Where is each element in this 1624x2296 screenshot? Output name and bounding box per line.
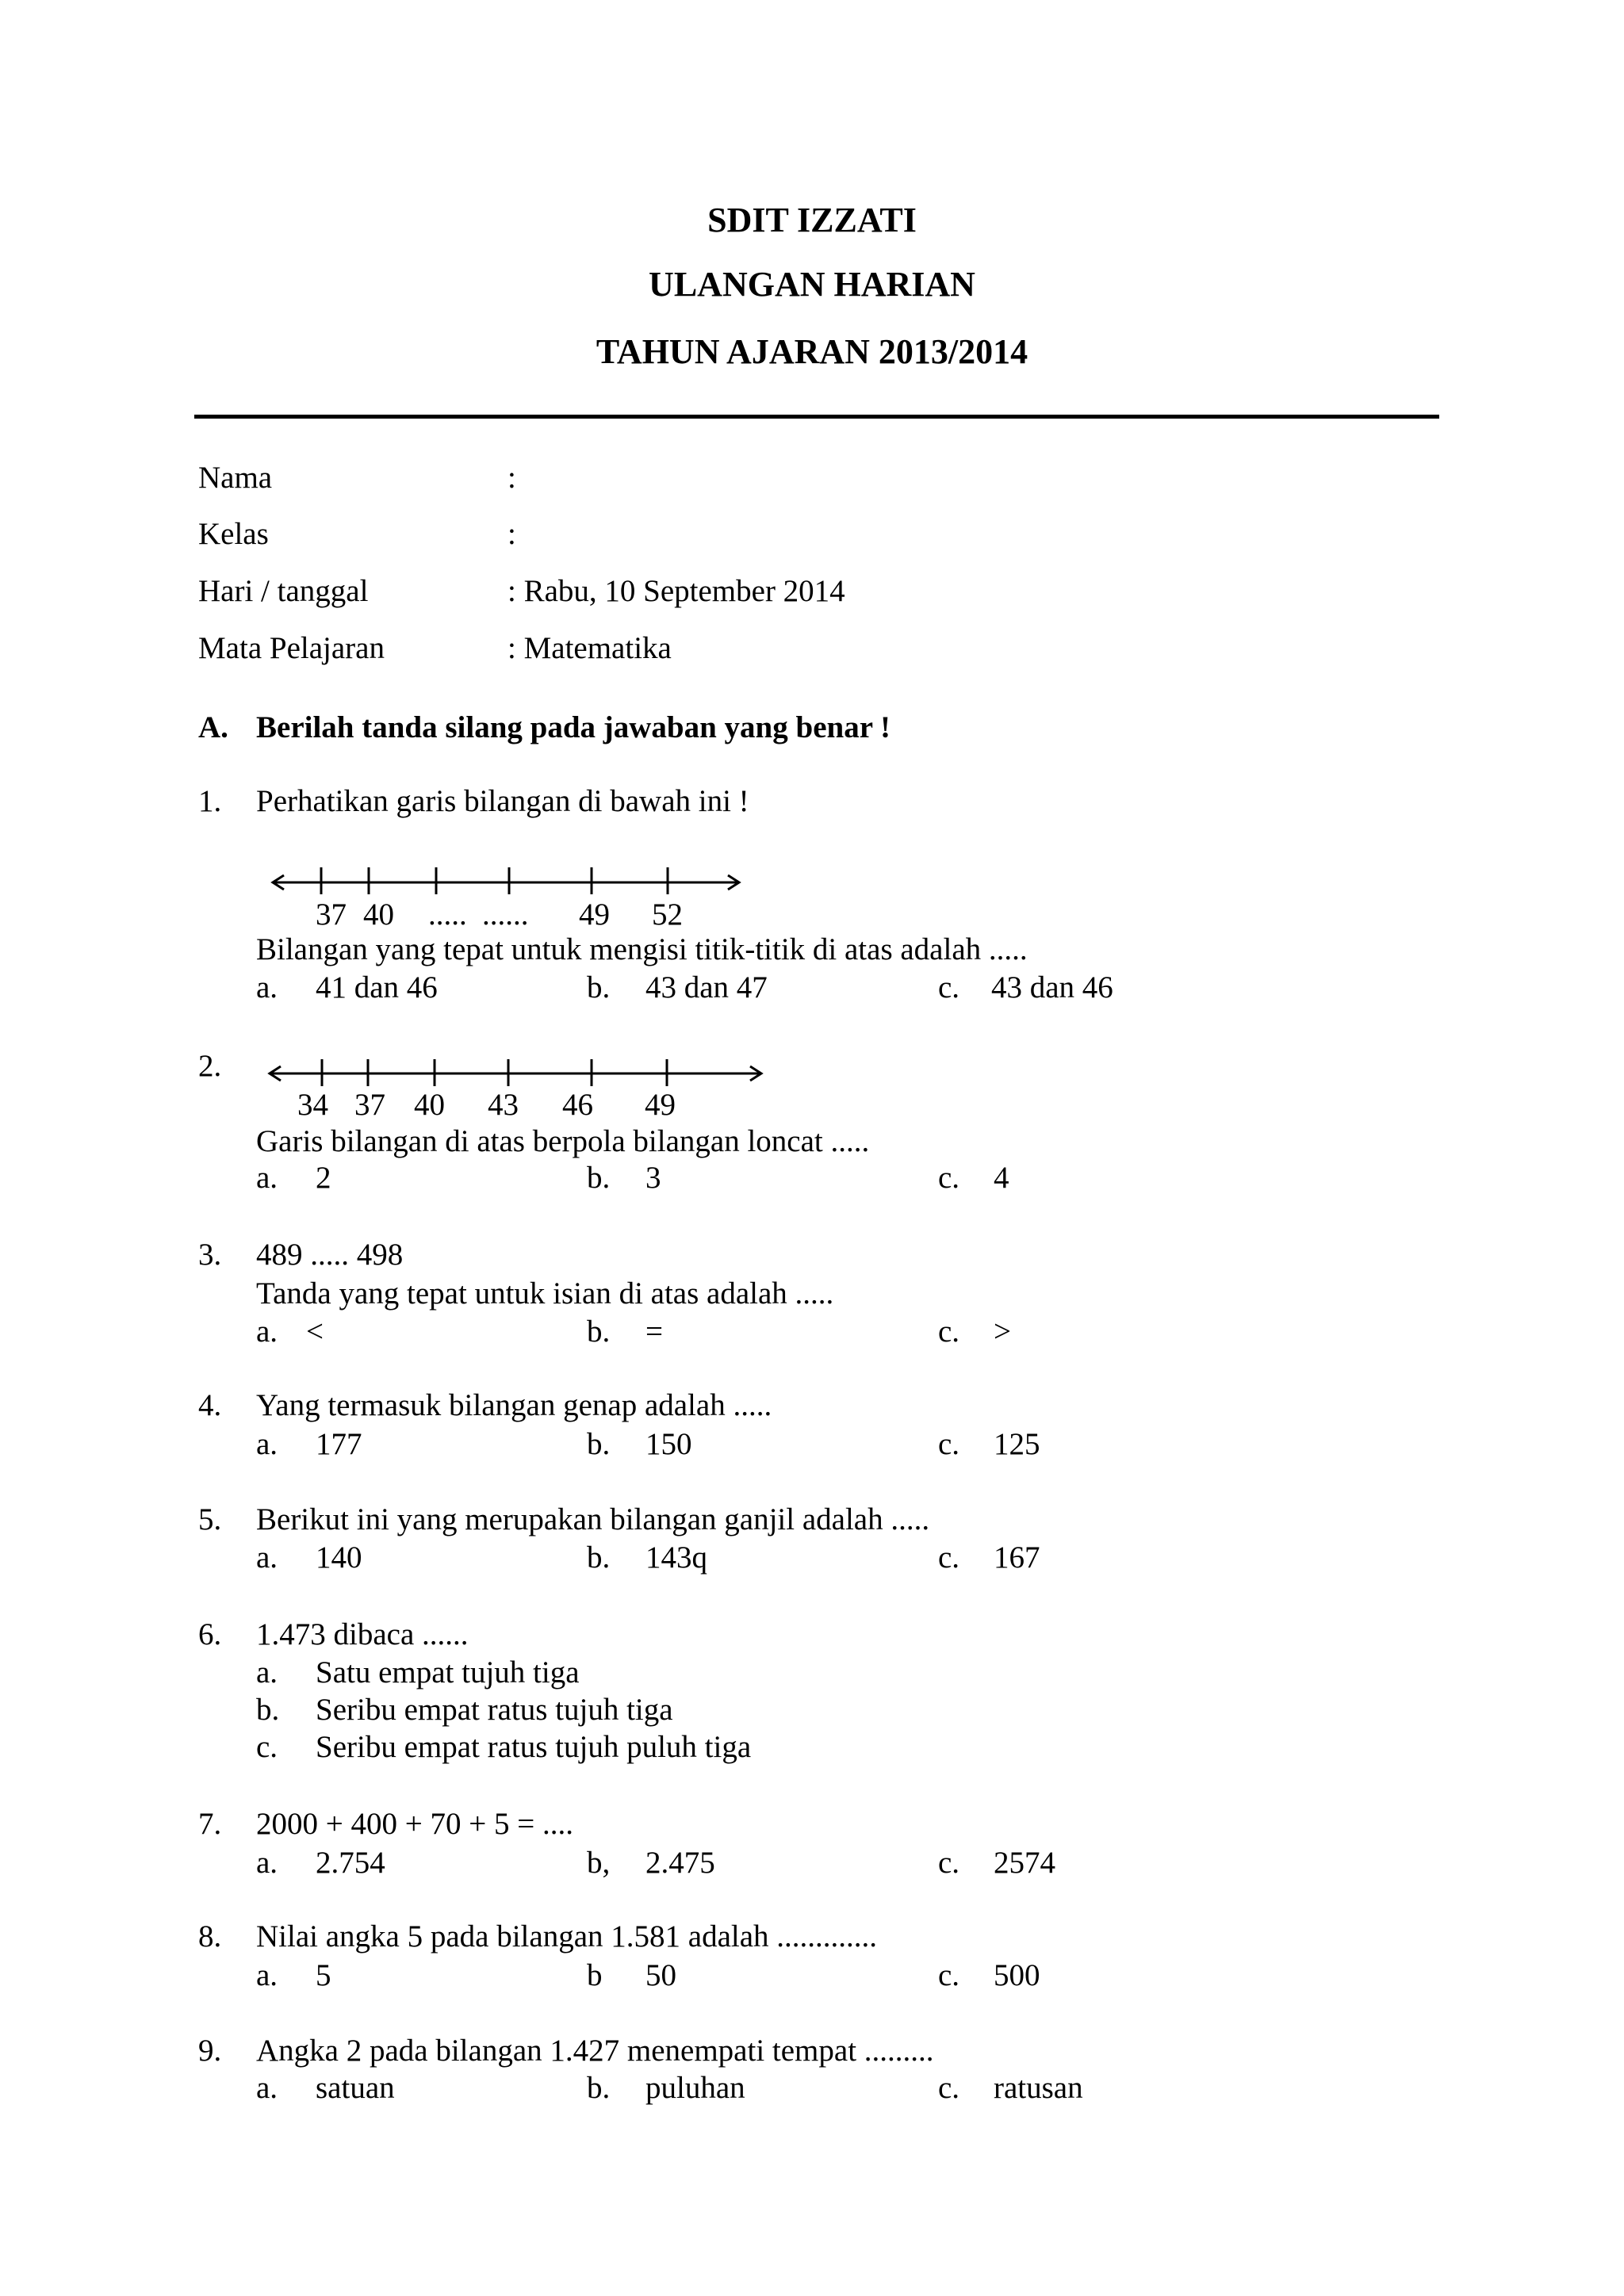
option-text: Seribu empat ratus tujuh puluh tiga xyxy=(316,1730,752,1764)
question-number: 8. xyxy=(198,1919,222,1954)
question-text: Garis bilangan di atas berpola bilangan loncat ..... xyxy=(256,1124,870,1158)
number-line-label: 43 xyxy=(488,1088,519,1122)
option-letter: b. xyxy=(256,1693,280,1727)
option-text: 177 xyxy=(316,1427,362,1461)
option-text: ratusan xyxy=(994,2071,1083,2105)
option-text: = xyxy=(645,1314,663,1349)
number-line-label: 49 xyxy=(645,1088,676,1122)
question-text-2: Bilangan yang tepat untuk mengisi titik-titik di atas adalah ..... xyxy=(256,932,1028,966)
option-text: 43 dan 46 xyxy=(991,970,1113,1004)
question-number: 3. xyxy=(198,1238,222,1272)
question-text: Yang termasuk bilangan genap adalah ..... xyxy=(256,1388,772,1422)
option-letter: c. xyxy=(938,1846,960,1880)
info-value-kelas: : xyxy=(508,517,516,551)
header-divider xyxy=(194,415,1439,419)
number-line-label: ..... xyxy=(428,897,467,932)
option-letter: a. xyxy=(256,1314,278,1349)
option-text: 50 xyxy=(645,1958,676,1992)
option-text: 5 xyxy=(316,1958,331,1992)
info-label-kelas: Kelas xyxy=(198,517,269,551)
number-line-1 xyxy=(270,864,745,896)
number-line-2 xyxy=(266,1056,766,1088)
question-text: 489 ..... 498 xyxy=(256,1238,404,1272)
option-letter: a. xyxy=(256,1540,278,1575)
option-letter: a. xyxy=(256,970,278,1004)
option-letter: a. xyxy=(256,1427,278,1461)
option-letter: a. xyxy=(256,1161,278,1195)
option-letter: b xyxy=(587,1958,603,1992)
question-text: Angka 2 pada bilangan 1.427 menempati tempat ......... xyxy=(256,2034,934,2068)
number-line-label: 40 xyxy=(414,1088,445,1122)
option-letter: a. xyxy=(256,2071,278,2105)
option-text: 140 xyxy=(316,1540,362,1575)
option-text: 2.754 xyxy=(316,1846,385,1880)
number-line-label: 40 xyxy=(363,897,394,932)
info-label-subject: Mata Pelajaran xyxy=(198,631,385,665)
question-text: 2000 + 400 + 70 + 5 = .... xyxy=(256,1807,573,1841)
number-line-label: 46 xyxy=(562,1088,593,1122)
option-text: 167 xyxy=(994,1540,1040,1575)
option-letter: c. xyxy=(938,1161,960,1195)
question-number: 2. xyxy=(198,1049,222,1083)
option-letter: c. xyxy=(938,1958,960,1992)
option-text: < xyxy=(306,1314,324,1349)
info-value-subject: : Matematika xyxy=(508,631,672,665)
question-number: 7. xyxy=(198,1807,222,1841)
academic-year: TAHUN AJARAN 2013/2014 xyxy=(596,332,1028,371)
option-letter: b, xyxy=(587,1846,611,1880)
question-number: 9. xyxy=(198,2034,222,2068)
question-number: 6. xyxy=(198,1617,222,1651)
option-text: 2.475 xyxy=(645,1846,715,1880)
section-letter: A. xyxy=(198,710,228,744)
option-text: puluhan xyxy=(645,2071,745,2105)
question-number: 4. xyxy=(198,1388,222,1422)
option-text: 41 dan 46 xyxy=(316,970,438,1004)
option-text: 125 xyxy=(994,1427,1040,1461)
info-label-date: Hari / tanggal xyxy=(198,574,369,608)
number-line-label: 34 xyxy=(297,1088,328,1122)
option-text: satuan xyxy=(316,2071,395,2105)
number-line-label: ...... xyxy=(482,897,529,932)
number-line-label: 52 xyxy=(652,897,683,932)
info-value-date: : Rabu, 10 September 2014 xyxy=(508,574,845,608)
number-line-label: 49 xyxy=(579,897,610,932)
option-text: Seribu empat ratus tujuh tiga xyxy=(316,1693,673,1727)
option-letter: c. xyxy=(938,970,960,1004)
question-text: Berikut ini yang merupakan bilangan ganjil adalah ..... xyxy=(256,1502,930,1536)
question-text-2: Tanda yang tepat untuk isian di atas adalah ..... xyxy=(256,1276,834,1311)
section-instruction: Berilah tanda silang pada jawaban yang benar ! xyxy=(256,710,891,744)
option-text: 2574 xyxy=(994,1846,1055,1880)
school-name: SDIT IZZATI xyxy=(707,201,917,239)
option-letter: c. xyxy=(938,2071,960,2105)
question-number: 5. xyxy=(198,1502,222,1536)
option-letter: b. xyxy=(587,1314,611,1349)
option-text: 2 xyxy=(316,1161,331,1195)
question-text: Nilai angka 5 pada bilangan 1.581 adalah ............. xyxy=(256,1919,878,1954)
option-letter: a. xyxy=(256,1655,278,1689)
option-letter: c. xyxy=(938,1314,960,1349)
question-text: Perhatikan garis bilangan di bawah ini ! xyxy=(256,784,749,818)
exam-title: ULANGAN HARIAN xyxy=(649,265,975,304)
option-text: 43 dan 47 xyxy=(645,970,768,1004)
number-line-label: 37 xyxy=(354,1088,385,1122)
number-line-label: 37 xyxy=(316,897,347,932)
option-letter: b. xyxy=(587,1161,611,1195)
info-label-nama: Nama xyxy=(198,461,273,495)
option-letter: b. xyxy=(587,970,611,1004)
option-letter: a. xyxy=(256,1846,278,1880)
option-text: 3 xyxy=(645,1161,661,1195)
option-letter: c. xyxy=(938,1427,960,1461)
option-letter: b. xyxy=(587,1540,611,1575)
info-value-nama: : xyxy=(508,461,516,495)
option-text: Satu empat tujuh tiga xyxy=(316,1655,580,1689)
option-text: 143q xyxy=(645,1540,707,1575)
option-letter: c. xyxy=(938,1540,960,1575)
option-letter: b. xyxy=(587,1427,611,1461)
option-text: 500 xyxy=(994,1958,1040,1992)
option-letter: b. xyxy=(587,2071,611,2105)
question-number: 1. xyxy=(198,784,222,818)
option-text: 150 xyxy=(645,1427,692,1461)
question-text: 1.473 dibaca ...... xyxy=(256,1617,469,1651)
option-text: 4 xyxy=(994,1161,1009,1195)
option-letter: c. xyxy=(256,1730,278,1764)
option-text: > xyxy=(994,1314,1011,1349)
option-letter: a. xyxy=(256,1958,278,1992)
